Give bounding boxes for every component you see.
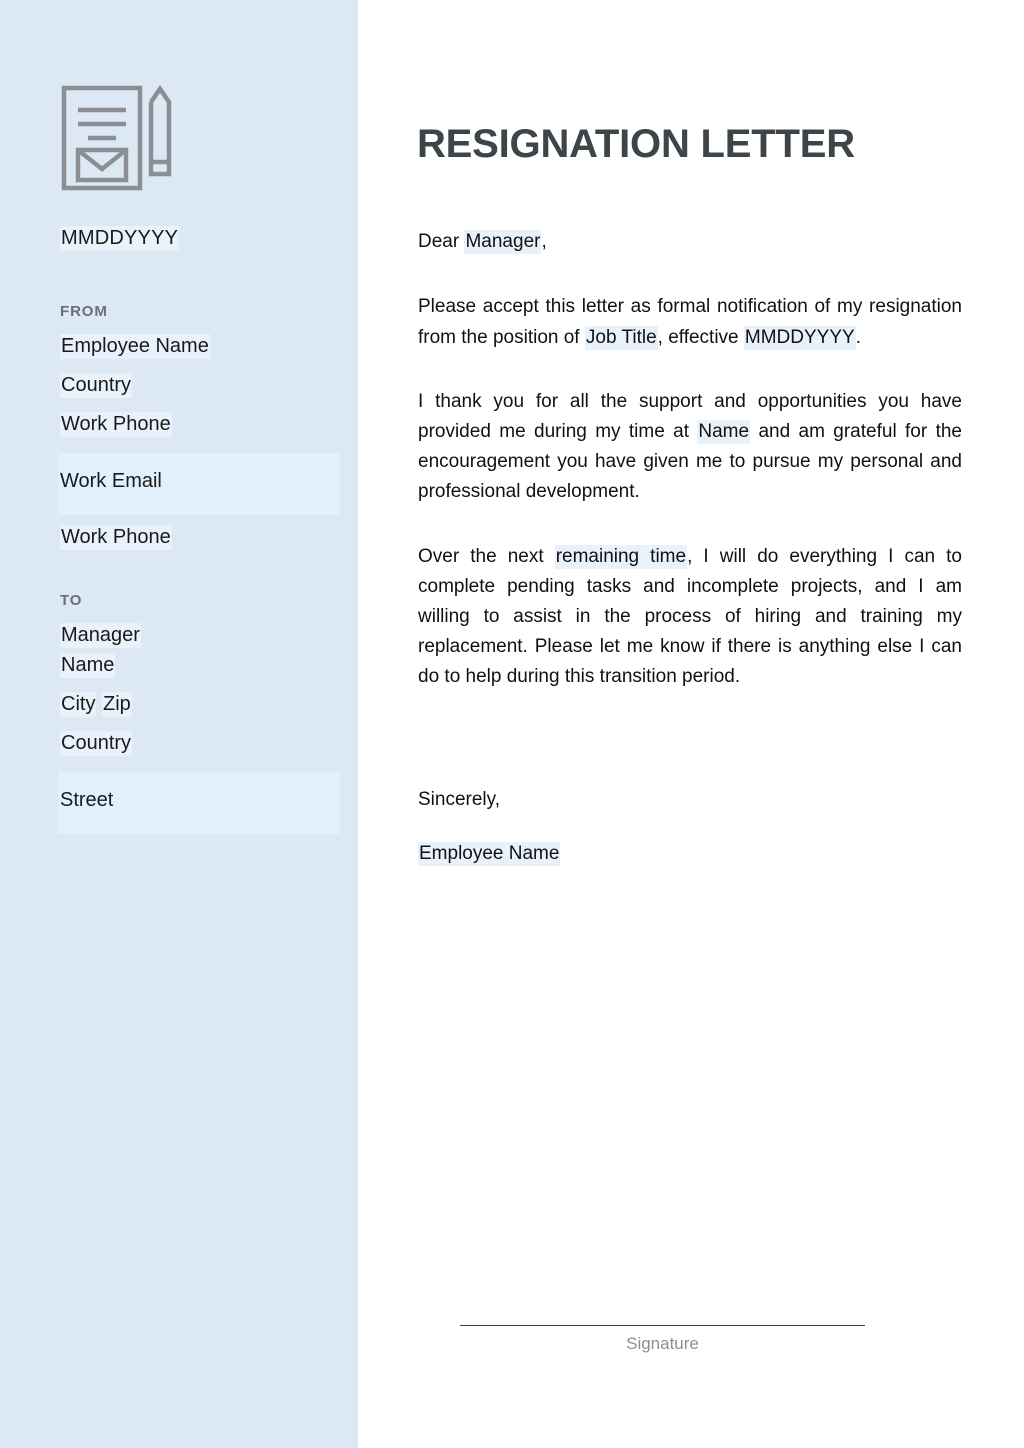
from-work-phone-value: Work Phone	[61, 413, 171, 435]
paragraph-2-seg-2: and am grateful for the encouragement you have given me to pursue my personal and professional development.	[418, 421, 962, 503]
document-envelope-pencil-icon	[58, 82, 173, 194]
to-manager[interactable]	[60, 625, 342, 645]
to-street-value: Street	[60, 789, 114, 811]
from-work-phone[interactable]	[60, 414, 342, 434]
to-zip-value: Zip	[103, 693, 131, 715]
to-country-value: Country	[61, 732, 132, 754]
letter-body	[418, 227, 962, 1353]
signature-area	[460, 1325, 865, 1354]
to-label: TO	[60, 592, 83, 609]
to-city-value: City	[61, 693, 96, 715]
from-country[interactable]	[60, 375, 342, 395]
paragraph-1-seg-2: , effective	[657, 326, 744, 348]
signer-name	[418, 839, 962, 868]
from-section	[60, 303, 342, 547]
from-employee-name[interactable]	[60, 336, 342, 356]
paragraph-3-seg-1: Over the next	[418, 545, 555, 567]
paragraph-2	[418, 387, 962, 508]
salutation-placeholder[interactable]: Manager	[465, 231, 541, 252]
from-employee-name-value: Employee Name	[61, 335, 209, 357]
to-street[interactable]	[58, 772, 340, 834]
letter-date[interactable]	[60, 227, 179, 250]
from-work-phone-secondary-value: Work Phone	[61, 526, 171, 548]
to-manager-value: Manager	[61, 624, 140, 646]
sidebar	[0, 0, 358, 1448]
to-section	[60, 592, 342, 834]
effective-date-placeholder[interactable]: MMDDYYYY	[744, 326, 855, 348]
to-name-value: Name	[61, 654, 115, 676]
from-label: FROM	[60, 303, 108, 320]
remaining-time-placeholder[interactable]: remaining time	[555, 545, 687, 567]
signature-caption: Signature	[626, 1334, 699, 1353]
to-name[interactable]	[60, 655, 342, 675]
closing-block	[418, 785, 962, 869]
paragraph-1	[418, 292, 962, 352]
from-country-value: Country	[61, 374, 132, 396]
paragraph-1-seg-1: Please accept this letter as formal notification of my resignation from the position of	[418, 296, 962, 348]
page-title: RESIGNATION LETTER	[417, 122, 855, 166]
closing-text: Sincerely,	[418, 788, 501, 810]
paragraph-1-seg-3: .	[855, 326, 861, 348]
paragraph-3	[418, 542, 962, 693]
salutation-suffix: ,	[541, 231, 547, 252]
date-placeholder: MMDDYYYY	[61, 227, 179, 249]
salutation	[418, 227, 962, 256]
paragraph-2-seg-1: I thank you for all the support and opportunities you have provided me during my time at	[418, 390, 962, 443]
company-name-placeholder[interactable]: Name	[698, 421, 750, 443]
paragraph-3-seg-2: , I will do everything I can to complete pending tasks and incomplete projects, and I am willing to assist in the process of hiring and training my replacement. Please let me know if there is anything else I can do to help during this transition period.	[418, 545, 962, 688]
signature-line[interactable]	[460, 1325, 865, 1326]
to-country[interactable]	[60, 733, 342, 753]
from-work-email-value: Work Email	[60, 470, 162, 492]
job-title-placeholder[interactable]: Job Title	[585, 326, 657, 348]
from-work-email[interactable]	[58, 453, 340, 515]
to-city-zip[interactable]	[60, 694, 342, 714]
from-work-phone-secondary[interactable]	[60, 527, 342, 547]
salutation-prefix: Dear	[418, 231, 465, 252]
signer-name-placeholder[interactable]: Employee Name	[419, 843, 560, 865]
letter-content	[358, 0, 1024, 1448]
